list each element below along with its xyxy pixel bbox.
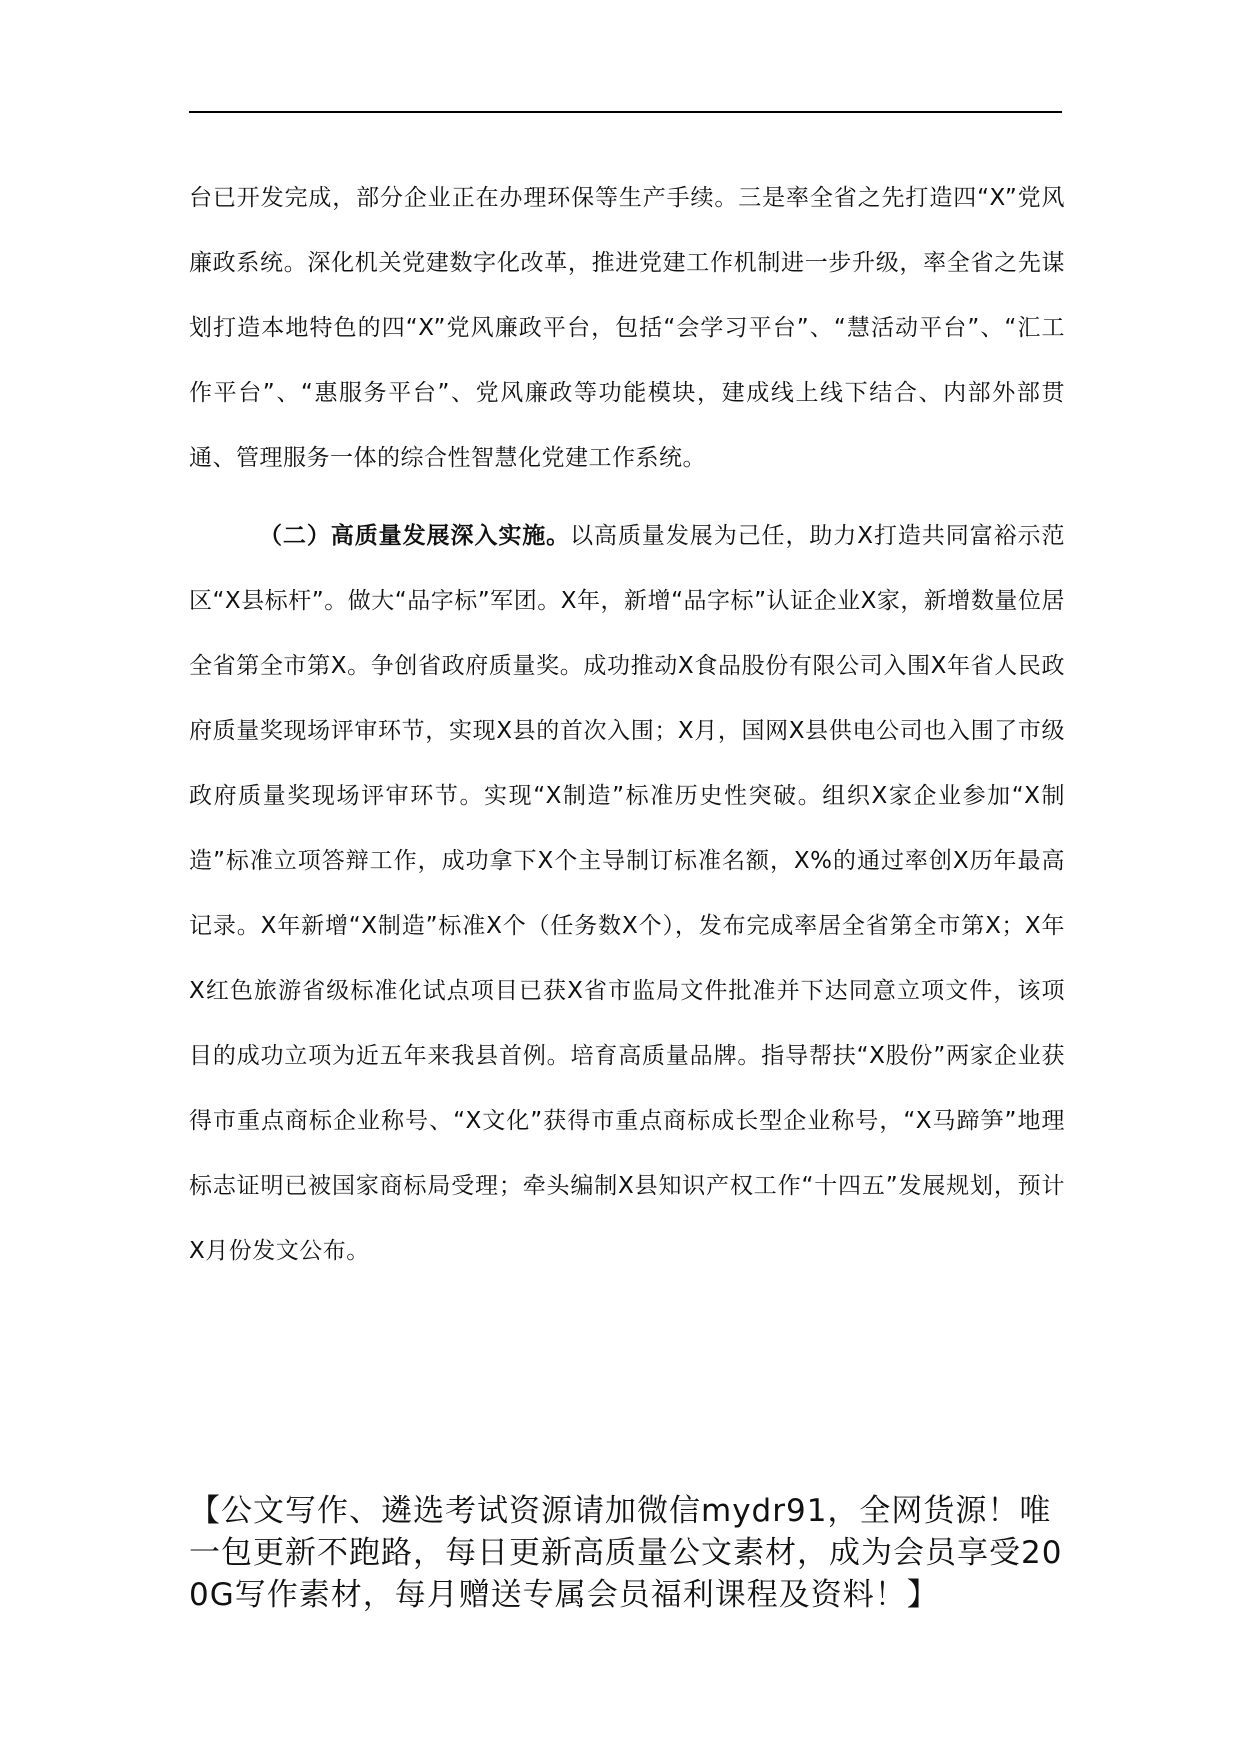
promo-notice: 【公文写作、遴选考试资源请加微信mydr91，全网货源！唯一包更新不跑路，每日更新高质量公文素材，成为会员享受200G写作素材，每月赠送专属会员福利课程及资料！】 bbox=[189, 1493, 1063, 1613]
section-heading: （二）高质量发展深入实施。 bbox=[259, 523, 571, 549]
paragraph-1: 台已开发完成，部分企业正在办理环保等生产手续。三是率全省之先打造四“X”党风廉政系统。深化机关党建数字化改革，推进党建工作机制进一步升级，率全省之先谋划打造本地特色的四“X”党风廉政平台，包括“会学习平台”、“慧活动平台”、“汇工作平台”、“惠服务平台”、党风廉政等功能模块，建成线上线下结合、内部外部贯通、管理服务一体的综合性智慧化党建工作系统。 bbox=[189, 185, 1065, 471]
paragraph-2 bbox=[189, 504, 1065, 1284]
paragraph-2-text: 以高质量发展为己任，助力X打造共同富裕示范区“X县标杆”。做大“品字标”军团。X年，新增“品字标”认证企业X家，新增数量位居全省第全市第X。争创省政府质量奖。成功推动X食品股份有限公司入围X年省人民政府质量奖现场评审环节，实现X县的首次入围；X月，国网X县供电公司也入围了市级政府质量奖现场评审环节。实现“X制造”标准历史性突破。组织X家企业参加“X制造”标准立项答辩工作，成功拿下X个主导制订标准名额，X%的通过率创X历年最高记录。X年新增“X制造”标准X个（任务数X个），发布完成率居全省第全市第X；X年X红色旅游省级标准化试点项目已获X省市监局文件批准并下达同意立项文件，该项目的成功立项为近五年来我县首例。培育高质量品牌。指导帮扶“X股份”两家企业获得市重点商标企业称号、“X文化”获得市重点商标成长型企业称号，“X马蹄笋”地理标志证明已被国家商标局受理；牵头编制X县知识产权工作“十四五”发展规划，预计X月份发文公布。 bbox=[189, 523, 1065, 1264]
header-rule bbox=[189, 111, 1062, 113]
